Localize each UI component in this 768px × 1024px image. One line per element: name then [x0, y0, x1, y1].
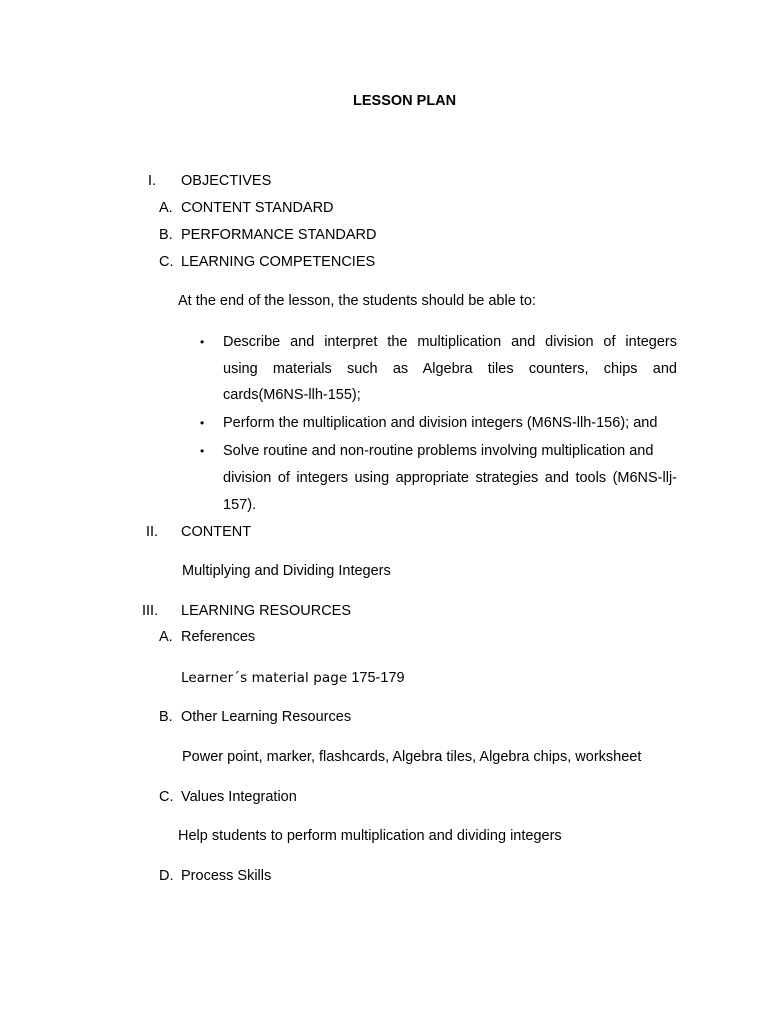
section-3-d-letter: D.	[159, 868, 174, 884]
section-3-c-text: Values Integration	[181, 789, 297, 805]
section-3-a-text: References	[181, 629, 256, 645]
bullet-1-line-1: Describe and interpret the multiplication and division of integers	[223, 334, 677, 350]
bullet-3-line-2: division of integers using appropriate strategies and tools (M6NS-llj-	[223, 470, 677, 486]
section-2-heading: CONTENT	[181, 524, 252, 540]
section-1-item-b-letter: B.	[159, 227, 173, 243]
section-2-body: Multiplying and Dividing Integers	[182, 563, 391, 579]
section-3-number: III.	[142, 603, 159, 619]
bullet-3-line-1: Solve routine and non-routine problems involving multiplication and	[223, 443, 654, 459]
section-1-heading: OBJECTIVES	[181, 173, 272, 189]
section-2-number: II.	[146, 524, 159, 540]
section-3-c-letter: C.	[159, 789, 174, 805]
section-3-heading: LEARNING RESOURCES	[181, 603, 352, 619]
objectives-intro: At the end of the lesson, the students should be able to:	[178, 293, 536, 309]
references-body-part-2: 175-179	[347, 670, 405, 686]
bullet-3-line-3: 157).	[223, 497, 257, 513]
references-body	[181, 669, 405, 687]
references-body-part-1: Learner´s material page	[181, 670, 348, 686]
section-1-item-c-letter: C.	[159, 254, 174, 270]
section-3-b-text: Other Learning Resources	[181, 709, 352, 725]
bullet-2-line-1: Perform the multiplication and division integers (M6NS-llh-156); and	[223, 415, 658, 431]
bullet-1-line-2: using materials such as Algebra tiles counters, chips and	[223, 361, 677, 377]
section-1-item-a-text: CONTENT STANDARD	[181, 200, 334, 216]
bullet-3-dot: •	[200, 444, 205, 458]
section-1-number: I.	[148, 173, 157, 189]
section-3-d-text: Process Skills	[181, 868, 272, 884]
section-1-item-c-text: LEARNING COMPETENCIES	[181, 254, 376, 270]
other-resources-body: Power point, marker, flashcards, Algebra tiles, Algebra chips, worksheet	[182, 749, 642, 765]
section-3-b-letter: B.	[159, 709, 173, 725]
document-title: LESSON PLAN	[353, 93, 457, 109]
bullet-2-dot: •	[200, 416, 205, 430]
bullet-1-dot: •	[200, 335, 205, 349]
bullet-1-line-3: cards(M6NS-llh-155);	[223, 387, 361, 403]
section-1-item-b-text: PERFORMANCE STANDARD	[181, 227, 377, 243]
section-1-item-a-letter: A.	[159, 200, 173, 216]
values-integration-body: Help students to perform multiplication and dividing integers	[178, 828, 562, 844]
section-3-a-letter: A.	[159, 629, 173, 645]
